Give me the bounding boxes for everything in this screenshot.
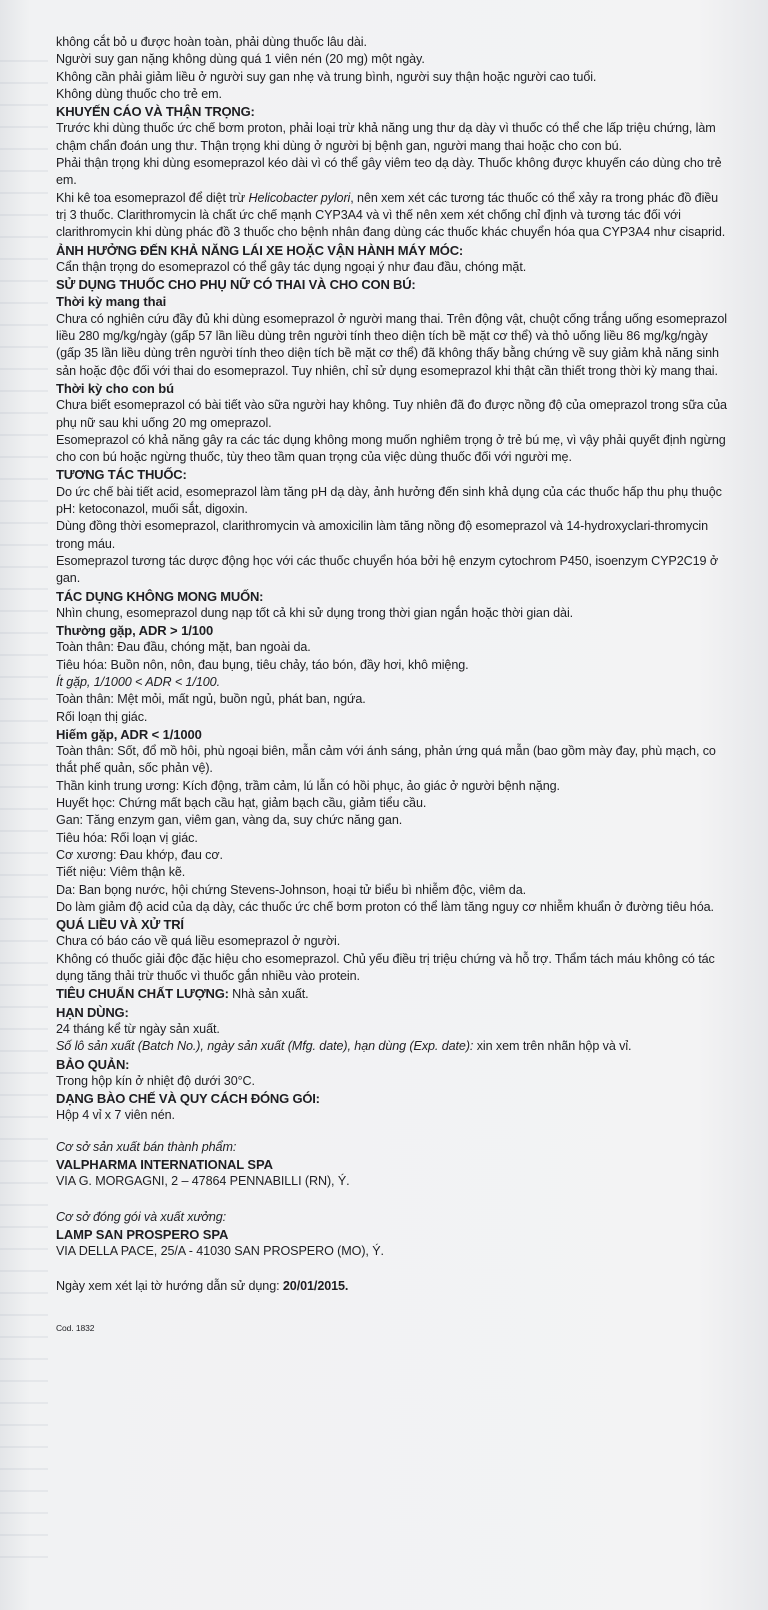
list-item: Toàn thân: Mệt mỏi, mất ngủ, buồn ngủ, phát ban, ngứa. <box>56 692 366 707</box>
driving-section <box>56 242 728 277</box>
list-item: Cơ xương: Đau khớp, đau cơ. <box>56 847 223 862</box>
leaflet-text <box>56 34 728 1337</box>
paragraph: Chưa biết esomeprazol có bài tiết vào sữa người hay không. Tuy nhiên đã đo được nồng độ của omeprazol trong sữa của phụ nữ sau khi uống 20 mg omeprazol. <box>56 398 727 430</box>
section-heading: TÁC DỤNG KHÔNG MONG MUỐN: <box>56 588 264 604</box>
paragraph: Do ức chế bài tiết acid, esomeprazol làm tăng pH dạ dày, ảnh hưởng đến sinh khả dụng của các thuốc hấp thu phụ thuộc pH: ketoconazol, muối sắt, digoxin. <box>56 484 722 517</box>
paragraph: Chưa có báo cáo về quá liều esomeprazol ở người. <box>56 934 341 949</box>
list-item: Da: Ban bọng nước, hội chứng Stevens-Johnson, hoại tử biểu bì nhiễm độc, viêm da. <box>56 882 527 897</box>
section-heading: QUÁ LIỀU VÀ XỬ TRÍ <box>56 917 184 933</box>
paragraph: Cẩn thận trọng do esomeprazol có thể gây tác dụng ngoại ý như đau đầu, chóng mặt. <box>56 259 527 274</box>
list-item: Gan: Tăng enzym gan, viêm gan, vàng da, suy chức năng gan. <box>56 813 403 828</box>
paragraph: Khi kê toa esomeprazol để diệt trừ Helicobacter pylori, nên xem xét các tương tác thuốc có thể xảy ra trong phác đồ điều trị 3 thuốc. Clarithromycin là chất ức chế mạnh CYP3A4 và vì thế nên xem xét chống chỉ định và tương tác đối với clarithromycin khi dùng phác đồ 3 thuốc cho bệnh nhân đang dùng các thuốc khác chuyển hóa qua CYP3A4 như cisaprid. <box>56 190 726 240</box>
paragraph: Esomeprazol tương tác dược động học với các thuốc chuyển hóa bởi hệ enzym cytochrom P450, isoenzym CYP2C19 ở gan. <box>56 553 718 586</box>
list-item: Toàn thân: Đau đầu, chóng mặt, ban ngoài da. <box>56 640 311 655</box>
list-item: Do làm giảm độ acid của dạ dày, các thuốc ức chế bơm proton có thể làm tăng nguy cơ nhiễm khuẩn ở đường tiêu hóa. <box>56 899 714 914</box>
list-item: Huyết học: Chứng mất bạch cầu hạt, giảm bạch cầu, giảm tiểu cầu. <box>56 796 427 811</box>
italic-term: Helicobacter pylori <box>248 190 351 205</box>
paragraph: Nhìn chung, esomeprazol dung nạp tốt cả khi sử dụng trong thời gian ngắn hoặc thời gian dài. <box>56 605 574 620</box>
quality-line: TIÊU CHUẨN CHẤT LƯỢNG: Nhà sản xuất. <box>56 986 309 1002</box>
paragraph: Trong hộp kín ở nhiệt độ dưới 30°C. <box>56 1073 255 1088</box>
storage-section <box>56 1056 728 1091</box>
list-item: Toàn thân: Sốt, đổ mồ hôi, phù ngoại biên, mẫn cảm với ánh sáng, phản ứng quá mẫn (bao gồm mày đay, phù mạch, co thắt phế quản, sốc phản vệ). <box>56 744 716 776</box>
warnings-section <box>56 103 728 241</box>
paragraph: Số lô sản xuất (Batch No.), ngày sản xuất (Mfg. date), hạn dùng (Exp. date): xin xem trên nhãn hộp và vỉ. <box>56 1039 632 1054</box>
section-heading: TƯƠNG TÁC THUỐC: <box>56 467 187 483</box>
section-heading: HẠN DÙNG: <box>56 1004 129 1020</box>
interactions-section <box>56 466 728 587</box>
paragraph: Trước khi dùng thuốc ức chế bơm proton, phải loại trừ khả năng ung thư dạ dày vì thuốc có thể che lấp triệu chứng, làm chậm chẩn đoán ung thư. Thận trọng khi dùng ở người bị bệnh gan, người mang thai hoặc cho con bú. <box>56 121 716 153</box>
manufacturer-block <box>56 1139 728 1191</box>
subheading: Thời kỳ mang thai <box>56 294 167 310</box>
pregnancy-section <box>56 276 728 466</box>
list-item: Tiết niệu: Viêm thận kẽ. <box>56 865 186 880</box>
subheading: Hiếm gặp, ADR < 1/1000 <box>56 726 202 742</box>
manufacturer-address: VIA G. MORGAGNI, 2 – 47864 PENNABILLI (RN), Ý. <box>56 1174 350 1189</box>
packaging-section <box>56 1090 728 1125</box>
paragraph: Chưa có nghiên cứu đầy đủ khi dùng esomeprazol ở người mang thai. Trên động vật, chuột cống trắng uống esomeprazol liều 280 mg/kg/ngày (gấp 57 lần liều dùng trên người tính theo diện tích bề mặt cơ thể) và thỏ uống liều 86 mg/kg/ngày (gấp 35 lần liều dùng trên người tính theo diện tích bề mặt cơ thể) đã không thấy bằng chứng về suy giảm khả năng sinh sản hoặc độc đối với thai do esomeprazol. Tuy nhiên, chỉ sử dụng esomeprazol khi thật cần thiết trong thời kỳ mang thai. <box>56 311 728 378</box>
packager-name: LAMP SAN PROSPERO SPA <box>56 1226 229 1242</box>
review-date-line: Ngày xem xét lại tờ hướng dẫn sử dụng: 20/01/2015. <box>56 1279 349 1294</box>
packager-block <box>56 1209 728 1261</box>
list-item: Rối loạn thị giác. <box>56 709 148 724</box>
section-heading: DẠNG BÀO CHẾ VÀ QUY CÁCH ĐÓNG GÓI: <box>56 1091 320 1107</box>
section-heading: BẢO QUẢN: <box>56 1056 130 1072</box>
list-item: Tiêu hóa: Buồn nôn, nôn, đau bụng, tiêu chảy, táo bón, đầy hơi, khô miệng. <box>56 657 469 672</box>
packager-address: VIA DELLA PACE, 25/A - 41030 SAN PROSPERO (MO), Ý. <box>56 1244 384 1259</box>
bleed-through-left <box>0 60 48 1560</box>
manufacturer-name: VALPHARMA INTERNATIONAL SPA <box>56 1157 273 1172</box>
section-heading: KHUYẾN CÁO VÀ THẬN TRỌNG: <box>56 104 255 120</box>
section-heading: ẢNH HƯỞNG ĐẾN KHẢ NĂNG LÁI XE HOẶC VẬN HÀNH MÁY MÓC: <box>56 242 464 258</box>
expiry-section <box>56 1004 728 1056</box>
intro-line: Không dùng thuốc cho trẻ em. <box>56 86 222 101</box>
subheading-italic: Ít gặp, 1/1000 < ADR < 1/100. <box>56 674 220 689</box>
intro-line: không cắt bỏ u được hoàn toàn, phải dùng thuốc lâu dài. <box>56 35 367 49</box>
subheading: Thường gặp, ADR > 1/100 <box>56 623 214 639</box>
intro-line: Người suy gan nặng không dùng quá 1 viên nén (20 mg) một ngày. <box>56 52 425 67</box>
overdose-section <box>56 916 728 985</box>
paragraph: 24 tháng kể từ ngày sản xuất. <box>56 1021 220 1036</box>
subheading: Thời kỳ cho con bú <box>56 380 174 396</box>
list-item: Tiêu hóa: Rối loạn vị giác. <box>56 830 198 845</box>
paragraph: Phải thận trọng khi dùng esomeprazol kéo dài vì có thể gây viêm teo dạ dày. Thuốc không được khuyến cáo dùng cho trẻ em. <box>56 156 722 188</box>
section-heading: SỬ DỤNG THUỐC CHO PHỤ NỮ CÓ THAI VÀ CHO CON BÚ: <box>56 277 416 293</box>
manufacturer-label: Cơ sở sản xuất bán thành phẩm: <box>56 1139 237 1154</box>
paragraph: Hộp 4 vỉ x 7 viên nén. <box>56 1108 175 1123</box>
list-item: Thần kinh trung ương: Kích động, trầm cảm, lú lẫn có hồi phục, ảo giác ở người bệnh nặng. <box>56 778 560 793</box>
paragraph: Không có thuốc giải độc đặc hiệu cho esomeprazol. Chủ yếu điều trị triệu chứng và hỗ trợ. Thẩm tách máu không có tác dụng tăng thải trừ thuốc vì thuốc gắn nhiều vào protein. <box>56 951 715 984</box>
packager-label: Cơ sở đóng gói và xuất xưởng: <box>56 1209 227 1224</box>
intro-line: Không cần phải giảm liều ở người suy gan nhẹ và trung bình, người suy thận hoặc người cao tuổi. <box>56 69 597 84</box>
paragraph: Dùng đồng thời esomeprazol, clarithromycin và amoxicilin làm tăng nồng độ esomeprazol và 14-hydroxyclari-thromycin trong máu. <box>56 519 709 551</box>
paragraph: Esomeprazol có khả năng gây ra các tác dụng không mong muốn nghiêm trọng ở trẻ bú mẹ, vì vậy phải quyết định ngừng cho con bú hoặc ngừng thuốc, tùy theo tầm quan trọng của việc dùng thuốc đối với người mẹ. <box>56 432 726 465</box>
document-code: Cod. 1832 <box>56 1322 95 1333</box>
section-heading: TIÊU CHUẨN CHẤT LƯỢNG: <box>56 986 229 1002</box>
intro-section <box>56 34 728 103</box>
adverse-section <box>56 588 728 917</box>
review-date: 20/01/2015. <box>282 1279 349 1294</box>
